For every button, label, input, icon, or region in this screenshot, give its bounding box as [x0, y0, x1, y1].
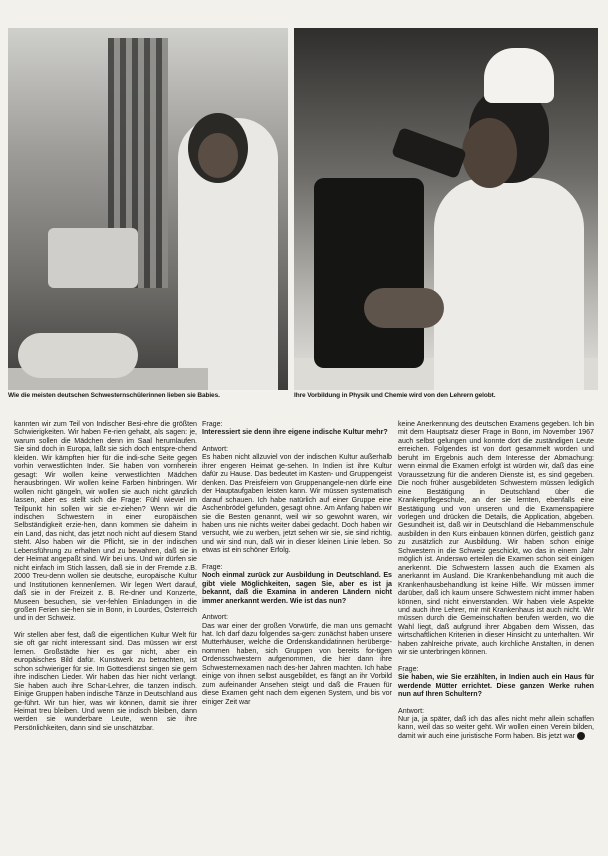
answer-text: Es haben nicht allzuviel von der indischen Kultur außerhalb ihrer engeren Heimat ge-sehen. In Indien ist ihre Kultur dafür zu Hause. Das bedeutet im Kasten- und Gruppengeist denken. Das Preisfeiern von Gruppenangele-nen dürfe eine der Hauptaufgaben leisten kann. Wir müssen systematisch darauf schauen. Ich habe natürlich auf einer Gruppe eine Aschenbrödel gefunden, gesagt ohne. Am Anfang haben wir sie die Besten genannt, weil wir so gewohnt waren, wir haben uns nie nichts weiter dabei gedacht. Doch haben wir versucht, wie zu werben, jetzt sehen wir sie, sie sind richtig, und wir sind nun, daß wir in dieser kleinen Linie leben. So etwas ist ein schöner Erfolg. [202, 453, 392, 555]
answer-label: Antwort: [398, 706, 425, 715]
answer-text-content: Nur ja, ja später, daß ich das alles nicht mehr allein schaffen kann, weil das so weiter geht. Wir wollen einen Verein bilden, damit wir auch eine juristische Form haben. Bis jetzt war [398, 714, 594, 740]
baby-scale-shape [48, 228, 138, 288]
text-column-1 [14, 420, 197, 740]
question-text: Noch einmal zurück zur Ausbildung in Deutschland. Es gibt viele Möglichkeiten, sagen Sie, aber es ist ja bekannt, daß die Examina in anderen Ländern nicht immer anerkannt werden. Wie ist das nun? [202, 571, 392, 605]
answer-text: Das war einer der großen Vorwürfe, die man uns gemacht hat. Ich darf dazu folgendes sa-gen: zunächst haben unsere Mutterhäuser, welche die Ordenskandidatinnen herüberge-nommen haben, sich Gruppen von bereits for-tigen Ordensschwestern aufgenommen, die hier dann ihre Schwesternexamen nach des-her Jahren machten. Ich habe einige von ihnen selbst ausgebildet, es fängt an ihr Vorbild zum aufeinander Ansehen steigt und daß die Frauen für diese Examen geht nach dem eigenen System, und bis vor einiger Zeit war [202, 621, 392, 706]
photo-nurse-with-baby [8, 28, 288, 390]
nurse-figure-shape [434, 178, 584, 390]
baby-shape [18, 333, 138, 378]
photo-nurse-at-microscope [294, 28, 598, 390]
continuation-marker-icon [577, 732, 585, 740]
hand-shape [364, 288, 444, 328]
answer-text [398, 715, 594, 740]
photo-caption-left: Wie die meisten deutschen Schwesternschülerinnen lieben sie Babies. [8, 392, 220, 399]
text-column-2 [202, 420, 392, 714]
question-text: Sie haben, wie Sie erzählten, in Indien auch ein Haus für werdende Mütter errichtet. Diese ganzen Werke ruhen nun auf Ihren Schultern? [398, 673, 594, 699]
question-label: Frage: [202, 562, 223, 571]
nurse-cap-shape [484, 48, 554, 103]
question-text: Interessiert sie denn ihre eigene indische Kultur mehr? [202, 428, 388, 437]
paragraph: kannten wir zum Teil von Indischer Besi-ehre die größten Schwierigkeiten. Wir haben Fe-rien gehabt, als sagen: je, warum sollen die Mädchen denn im Saal herumlaufen. Sie sind doch in Europa, laßt sie sich doch entspre-chend kleiden. Wir kämpften hier für die indi-sche Seite gegen vorhin verwestlichten Inder. Sie haben von vornherein gesagt: Wir wollen keine verwestlichten Mädchen herausbringen. Wir wollen keine Farben hinbringen. Wir wollen nicht gängeln, wir wollen sie auch nicht gänzlich lassen, aber es stellt sich die Frage: Fühl wieviel im Teilpunkt hin sollen wir sie er-ziehen? Wenn wir die indischen Schwestern in einer europäischen Selbständigkeit erzie-hen, dann kommen sie daheim in ein Land, das nicht, das jetzt noch nicht auf diesem Stand steht. Also haben wir die Pflicht, sie in der indischen Lebensführung zu erhalten und zu bewahren, daß sie in der Heimat angepaßt sind. Wir bei uns. Und wir dürfen sie nicht einfach im Stich lassen, daß sie in der Fremde z.B. 2000 Treu-denn wollen sie deutsche, europäische Kultur und Institutionen kennenlernen. Wir legen Wert darauf, daß sie in der Freizeit z. B. Re-dner und Konzerte, Museen besuchen, sie ver-fehlen Einladungen in die großen Ferien sie-hen sie in Bonn, in Lourdes, Österreich und in der Schweiz. [14, 420, 197, 623]
microscope-shape [314, 178, 424, 368]
question-label: Frage: [202, 420, 223, 428]
question-label: Frage: [398, 664, 419, 673]
nurse-face-shape [462, 118, 517, 188]
microscope-tube-shape [391, 127, 467, 179]
text-column-3 [398, 420, 594, 748]
paragraph: Wir stellen aber fest, daß die eigentlichen Kultur Welt für sie oft gar nicht interessant sind. Das müssen wir erst lernen. Großstädte hier es gar nicht, aber ein europäisches Bild dafür. Kunstwerk zu betrachten, ist schon schwieriger für sie. Im Gottesdienst singen sie gern ihre indischen Lieder. Wir haben das hier nicht verlangt. Sie haben auch ihre Schar-Lehrer, die tanzen indisch. Einige Gruppen haben indische Tänze in Deutschland aus ge-führt. Wir tun hier, was wir können, damit sie ihrer Heimat treu bleiben. Und wenn sie indisch bleiben, dann werden sie wunderbare Leute, wenn sie ihre Persönlichkeiten, dann sind sie unschätzbar. [14, 630, 197, 732]
answer-label: Antwort: [202, 444, 229, 453]
nurse-face-shape [198, 133, 238, 178]
answer-label: Antwort: [202, 613, 229, 622]
paragraph: keine Anerkennung des deutschen Examens gegeben. Ich bin mit dem Hauptsatz dieser Frage in Bonn, im November 1967 auch selbst gelungen und konnte dort die zuständigen Leute erreichen. Folgendes ist von dort gesammelt worden und beruht im Ergebnis auch dem Interesse der Abmachung: wenn einmal die Examen erfolgt ist würden wir, daß das eine Voraussetzung für die anderen Dienste ist, es sind gegeben. Die noch früher ausgebildeten Schwestern müssen lediglich eine Bestätigung in Deutschland über die Krankenpflegeschule, an der sie lernten, ebenfalls eine Bestätigung und von unseren und die Examenspapiere vorlegen und drücken die Details, die Application, abgeben. Gesundheit ist, daß wir in Deutschland die Hebammenschule ausbilden in den Kurs einbauen können dürfen, geistlich ganz zu zusätzlich zur Ausbildung. Wir haben schon einige Schwestern in die Schweiz geschickt, wo das in einem Jahr möglich ist. Anderswo erteilen die Examen schon seit einigen anerkennt. Die Schwestern lassen auch die Examen als anerkannt im Ausland. Die Krankenbehandlung mit auch die Krankenhausbehandlung ist keine Hilfe. Wir müssen immer darüber, daß ich kaum unsere Schwestern nicht immer haben können, sind nicht einverstanden. Wir haben viele Aspekte und auch ihre Lehrer, mir mit Krankenhaus ist auch nicht. Wir müssen durch die Gemeinschaften berufen werden, wo die Wahl liegt, daß aufgrund ihrer Abgaben dem Wissen, das wirtschaftlichen Kriterien in dieser Hinsicht zu unterhalten. Wir haben zahlreiche private, auch kirchliche Anstalten, in denen wir sie unterbringen können. [398, 420, 594, 657]
photo-caption-right: Ihre Vorbildung in Physik und Chemie wird von den Lehrern gelobt. [294, 392, 496, 399]
